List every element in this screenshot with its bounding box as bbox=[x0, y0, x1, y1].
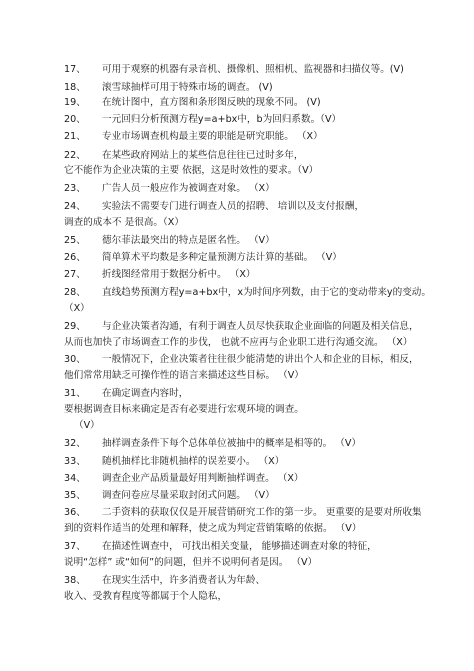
item-text: 要根据调查目标来确定是否有必要进行宏观环境的调查。 bbox=[64, 404, 304, 415]
item-21 bbox=[64, 131, 323, 143]
item-text: 专业市场调查机构最主要的职能是研究职能。 （X） bbox=[102, 131, 323, 142]
item-number: 29、 bbox=[64, 321, 86, 332]
item-24-continuation bbox=[64, 217, 184, 229]
item-number: 36、 bbox=[64, 507, 86, 518]
item-text: 在确定调查内容时， bbox=[102, 388, 189, 399]
item-number: 35、 bbox=[64, 490, 86, 501]
item-35 bbox=[64, 490, 275, 502]
item-number: 30、 bbox=[64, 354, 86, 365]
item-text: 在描述性调查中， 可找出相关变量， 能够描述调查对象的特征， bbox=[102, 541, 377, 552]
item-text: 在统计图中，直方图和条形图反映的现象不同。 (V) bbox=[102, 97, 321, 108]
item-number: 23、 bbox=[64, 183, 86, 194]
item-28-continuation bbox=[64, 303, 90, 315]
item-text: 调查的成本不 是很高。（X） bbox=[64, 217, 184, 228]
item-26 bbox=[64, 252, 342, 264]
item-17 bbox=[64, 64, 404, 76]
item-28 bbox=[64, 287, 431, 299]
item-text: 在某些政府网站上的某些信息往往已过时多年， bbox=[102, 150, 304, 161]
item-23 bbox=[64, 183, 275, 195]
item-number: 18、 bbox=[64, 82, 86, 93]
item-20 bbox=[64, 114, 341, 126]
item-text: 在现实生活中，许多消费者认为年龄、 bbox=[102, 575, 266, 586]
item-31-answer bbox=[74, 420, 100, 432]
item-text: 折线图经常用于数据分析中。 （X） bbox=[102, 269, 256, 280]
item-30-continuation bbox=[64, 370, 304, 382]
item-38-continuation bbox=[64, 591, 227, 603]
item-number: 19、 bbox=[64, 97, 86, 108]
item-text: 实验法不需要专门进行调查人员的招聘、 培训以及支付报酬， bbox=[102, 201, 365, 212]
item-text: （X） bbox=[64, 303, 90, 314]
item-24 bbox=[64, 201, 364, 213]
item-number: 21、 bbox=[64, 131, 86, 142]
item-31 bbox=[64, 388, 188, 400]
item-38 bbox=[64, 575, 265, 587]
item-text: 调查企业产品质量最好用判断抽样调查。 （X） bbox=[102, 473, 304, 484]
item-34 bbox=[64, 473, 304, 485]
item-22 bbox=[64, 150, 303, 162]
item-text: 可用于观察的机器有录音机、摄像机、照相机、监视器和扫描仪等。(V) bbox=[102, 64, 404, 75]
item-number: 31、 bbox=[64, 388, 86, 399]
item-number: 22、 bbox=[64, 150, 86, 161]
item-number: 33、 bbox=[64, 456, 86, 467]
item-number: 28、 bbox=[64, 287, 86, 298]
item-18 bbox=[64, 82, 273, 94]
item-number: 32、 bbox=[64, 438, 86, 449]
item-text: 滚雪球抽样可用于特殊市场的调查。 (V) bbox=[102, 82, 273, 93]
item-text: 调查问卷应尽量采取封闭式问题。 （V） bbox=[102, 490, 275, 501]
item-37 bbox=[64, 541, 377, 553]
item-text: 到的资料作适当的处理和解释，使之成为判定营销策略的依据。 （V） bbox=[64, 523, 362, 534]
item-number: 38、 bbox=[64, 575, 86, 586]
item-30 bbox=[64, 354, 419, 366]
item-text: 一元回归分析预测方程y=a+bx中，b为回归系数。（V） bbox=[102, 114, 342, 125]
item-text: 抽样调查条件下每个总体单位被抽中的概率是相等的。 （V） bbox=[102, 438, 362, 449]
item-number: 17、 bbox=[64, 64, 86, 75]
item-33 bbox=[64, 456, 284, 468]
item-number: 37、 bbox=[64, 541, 86, 552]
item-36 bbox=[64, 507, 422, 519]
item-number: 25、 bbox=[64, 235, 86, 246]
item-text: 他们常常用缺乏可操作性的语言来描述这些目标。 （V） bbox=[64, 370, 304, 381]
item-text: 随机抽样比非随机抽样的误差要小。 （X） bbox=[102, 456, 285, 467]
item-text: 广告人员一般应作为被调查对象。 （X） bbox=[102, 183, 275, 194]
item-text: 与企业决策者沟通，有利于调查人员尽快获取企业面临的问题及相关信息， bbox=[102, 321, 419, 332]
item-text: 直线趋势预测方程y=a+bx中，x为时间序列数，由于它的变动带来y的变动。 bbox=[102, 287, 431, 298]
item-36-continuation bbox=[64, 523, 361, 535]
item-text: 一般情况下，企业决策者往往很少能清楚的讲出个人和企业的目标，相反， bbox=[102, 354, 419, 365]
item-text: 收入、受教育程度等都属于个人隐私， bbox=[64, 591, 228, 602]
item-29-continuation bbox=[64, 337, 412, 349]
item-text: 它不能作为企业决策的主要 依据，这是时效性的要求。（V） bbox=[64, 165, 319, 176]
item-number: 27、 bbox=[64, 269, 86, 280]
item-text: 二手资料的获取仅仅是开展营销研究工作的第一步。 更重要的是要对所收集 bbox=[102, 507, 422, 518]
item-text: 说明“怎样” 或“如何”的问题，但并不说明何者是因。 （V） bbox=[64, 557, 318, 568]
item-number: 34、 bbox=[64, 473, 86, 484]
item-37-continuation bbox=[64, 557, 317, 569]
item-number: 20、 bbox=[64, 114, 86, 125]
item-19 bbox=[64, 97, 321, 109]
item-32 bbox=[64, 438, 361, 450]
item-27 bbox=[64, 269, 256, 281]
item-25 bbox=[64, 235, 275, 247]
item-text: 简单算术平均数是多种定量预测方法计算的基础。 （V） bbox=[102, 252, 342, 263]
item-text: （V） bbox=[74, 420, 100, 431]
item-31-continuation bbox=[64, 404, 304, 416]
item-text: 从而也加快了市场调查工作的步伐， 也就不应再与企业职工进行沟通交流。 （X） bbox=[64, 337, 413, 348]
item-29 bbox=[64, 321, 419, 333]
item-number: 24、 bbox=[64, 201, 86, 212]
item-number: 26、 bbox=[64, 252, 86, 263]
item-text: 德尔菲法最突出的特点是匿名性。 （V） bbox=[102, 235, 275, 246]
item-22-continuation bbox=[64, 165, 318, 177]
